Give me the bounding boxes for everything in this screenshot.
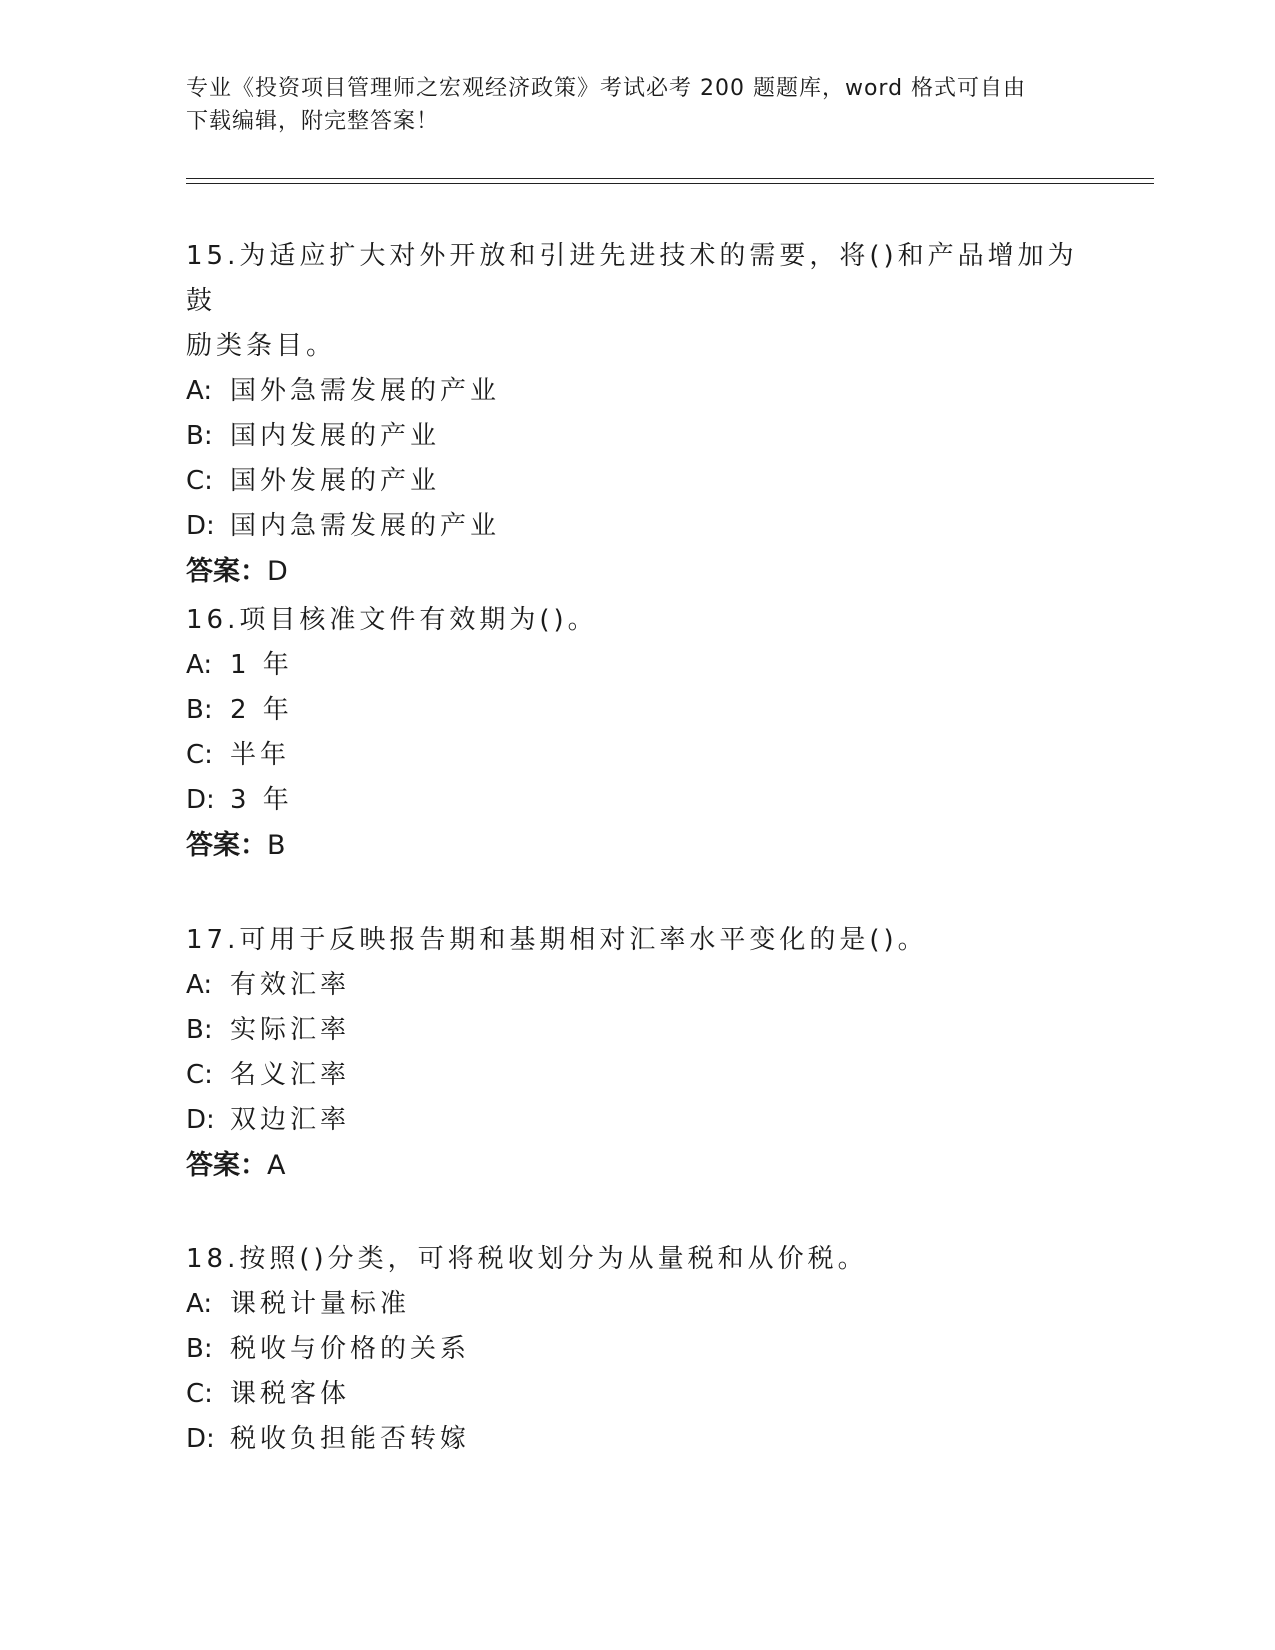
option-text: 2 年 xyxy=(230,695,293,725)
option-letter: D: xyxy=(186,785,215,815)
option-a xyxy=(186,369,1086,414)
option-letter: D: xyxy=(186,511,215,541)
option-c xyxy=(186,733,1086,778)
answer-label: 答案： xyxy=(186,1150,267,1181)
option-letter: A: xyxy=(186,650,213,680)
option-text: 3 年 xyxy=(230,785,293,815)
option-text: 半年 xyxy=(230,740,291,770)
option-text: 税收与价格的关系 xyxy=(230,1334,471,1364)
question-stem-line-2: 励类条目。 xyxy=(186,331,337,361)
option-text: 国外急需发展的产业 xyxy=(230,376,501,406)
question-stem xyxy=(186,918,1086,963)
option-letter: B: xyxy=(186,695,213,725)
option-letter: C: xyxy=(186,1379,213,1409)
question-stem xyxy=(186,234,1086,369)
option-text: 课税客体 xyxy=(230,1379,351,1409)
option-a xyxy=(186,963,1086,1008)
option-d xyxy=(186,1098,1086,1143)
option-letter: B: xyxy=(186,1334,213,1364)
option-d xyxy=(186,1417,1086,1462)
header-line-2: 下载编辑，附完整答案！ xyxy=(186,109,440,134)
question-17 xyxy=(186,918,1086,1189)
answer-line xyxy=(186,549,1086,595)
option-letter: C: xyxy=(186,740,213,770)
question-16 xyxy=(186,598,1086,869)
answer-value: D xyxy=(267,556,288,587)
option-b xyxy=(186,414,1086,459)
option-text: 双边汇率 xyxy=(230,1105,351,1135)
option-text: 国内急需发展的产业 xyxy=(230,511,501,541)
answer-value: A xyxy=(267,1150,286,1181)
option-text: 名义汇率 xyxy=(230,1060,351,1090)
option-letter: B: xyxy=(186,1015,213,1045)
option-letter: A: xyxy=(186,1289,213,1319)
answer-line xyxy=(186,1143,1086,1189)
option-letter: C: xyxy=(186,466,213,496)
header-line-1: 专业《投资项目管理师之宏观经济政策》考试必考 200 题题库，word 格式可自由 xyxy=(186,76,1027,101)
option-letter: D: xyxy=(186,1424,215,1454)
option-b xyxy=(186,688,1086,733)
question-stem-line-1: 17.可用于反映报告期和基期相对汇率水平变化的是()。 xyxy=(186,925,928,955)
option-letter: C: xyxy=(186,1060,213,1090)
option-a xyxy=(186,1282,1086,1327)
question-15 xyxy=(186,234,1086,595)
header-divider-top xyxy=(186,178,1154,179)
answer-label: 答案： xyxy=(186,830,267,861)
option-text: 实际汇率 xyxy=(230,1015,351,1045)
option-d xyxy=(186,504,1086,549)
option-text: 国外发展的产业 xyxy=(230,466,441,496)
option-b xyxy=(186,1008,1086,1053)
option-text: 课税计量标准 xyxy=(230,1289,411,1319)
question-stem xyxy=(186,598,1086,643)
option-letter: B: xyxy=(186,421,213,451)
question-stem-line-1: 16.项目核准文件有效期为()。 xyxy=(186,605,598,635)
option-a xyxy=(186,643,1086,688)
option-d xyxy=(186,778,1086,823)
option-text: 国内发展的产业 xyxy=(230,421,441,451)
document-header xyxy=(186,72,1086,138)
option-letter: A: xyxy=(186,376,213,406)
option-text: 1 年 xyxy=(230,650,293,680)
answer-line xyxy=(186,823,1086,869)
option-letter: A: xyxy=(186,970,213,1000)
option-text: 有效汇率 xyxy=(230,970,351,1000)
answer-label: 答案： xyxy=(186,556,267,587)
question-stem-line-1: 15.为适应扩大对外开放和引进先进技术的需要，将()和产品增加为鼓 xyxy=(186,241,1078,316)
answer-value: B xyxy=(267,830,286,861)
option-c xyxy=(186,1372,1086,1417)
option-c xyxy=(186,1053,1086,1098)
header-divider-bottom xyxy=(186,183,1154,184)
option-b xyxy=(186,1327,1086,1372)
option-letter: D: xyxy=(186,1105,215,1135)
question-stem xyxy=(186,1237,1086,1282)
question-18 xyxy=(186,1237,1086,1462)
question-stem-line-1: 18.按照()分类，可将税收划分为从量税和从价税。 xyxy=(186,1244,868,1274)
option-text: 税收负担能否转嫁 xyxy=(230,1424,471,1454)
option-c xyxy=(186,459,1086,504)
